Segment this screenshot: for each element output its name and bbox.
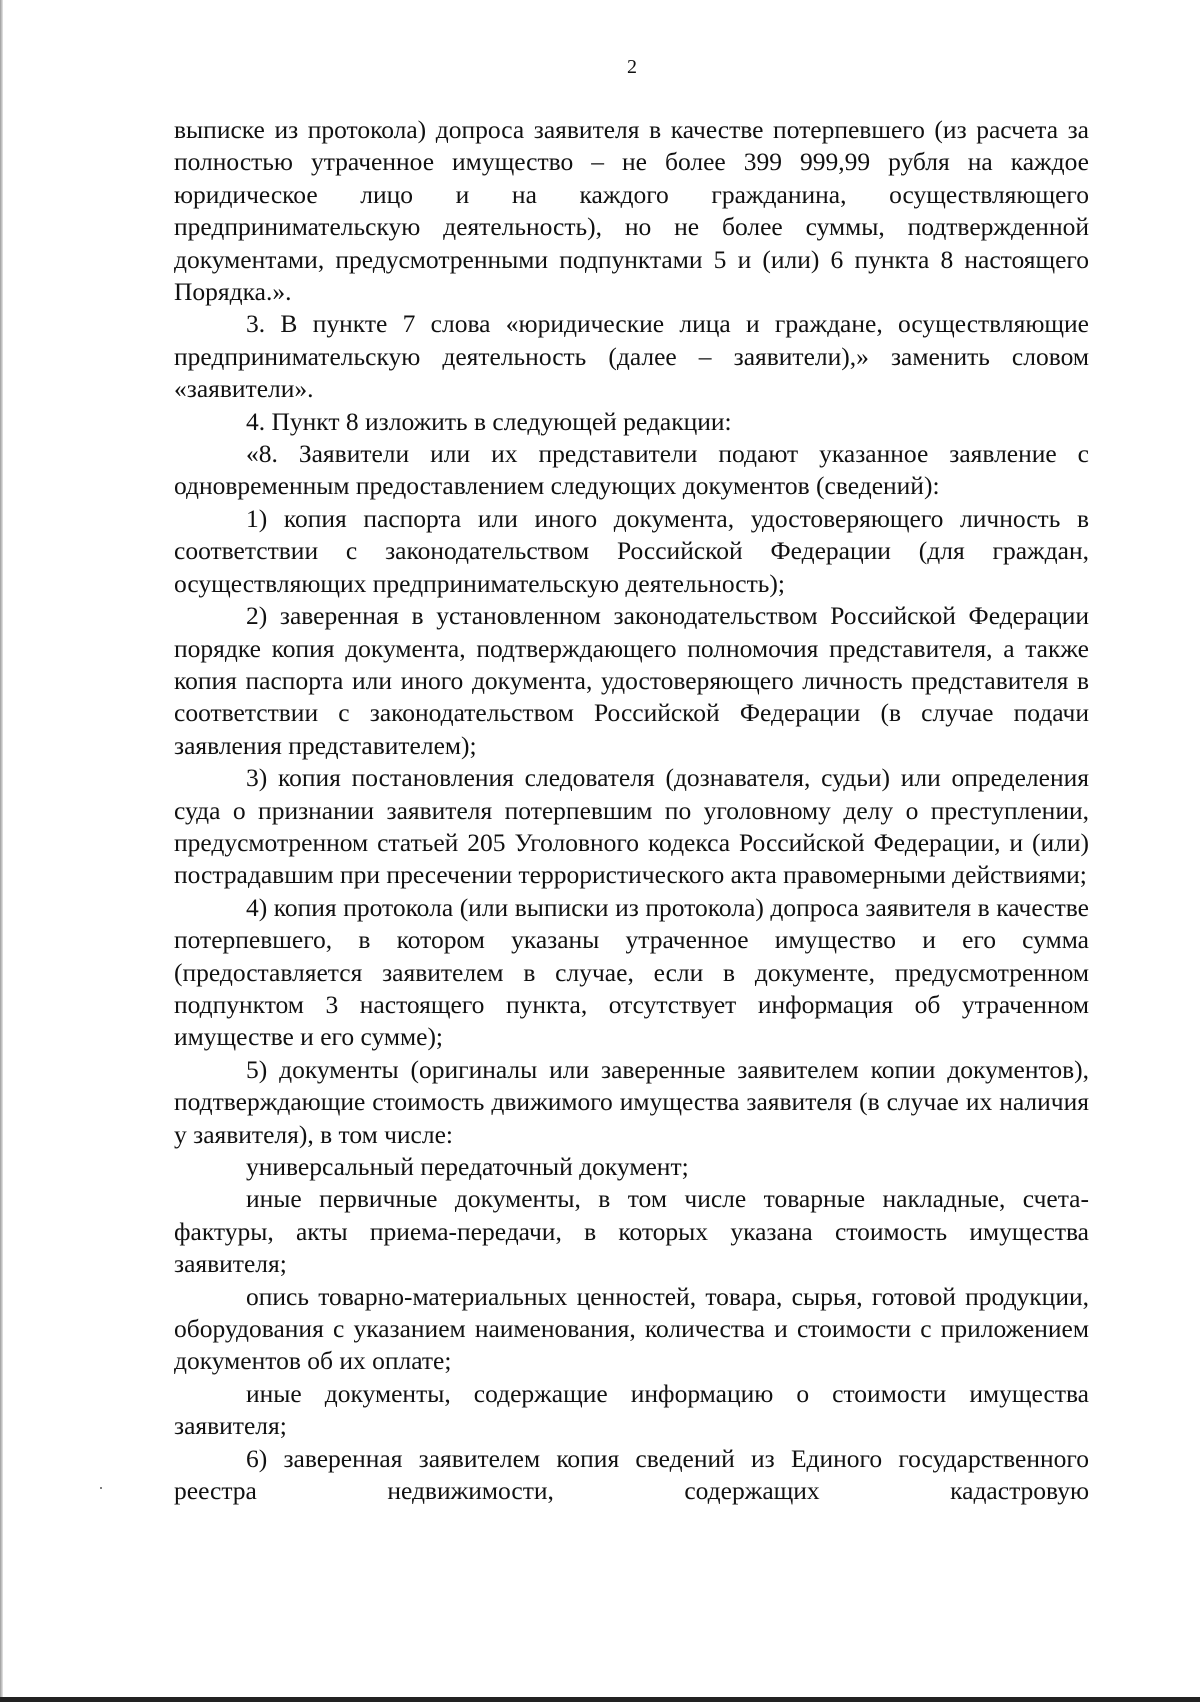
paragraph-item-4: 4. Пункт 8 изложить в следующей редакции: [246,406,732,436]
scan-bottom-edge [0,1697,1200,1702]
paragraph-subitem-5: 5) документы (оригиналы или заверенные заявителем копии документов), подтверждающие стоимость движимого имущества заявителя (в случае их наличия у заявителя), в том числе: [174,1054,1089,1149]
paragraph-subitem-3: 3) копия постановления следователя (дознавателя, судьи) или определения суда о признании заявителя потерпевшим по уголовному делу о преступлении, предусмотренном статьей 205 Уголовного кодекса Российской Федерации, и (или) пострадавшим при пресечении террористического акта правомерными действиями; [174,763,1089,890]
paragraph-point-8: «8. Заявители или их представители подают указанное заявление с одновременным предоставлением следующих документов (сведений): [174,439,1089,501]
page-number: 2 [627,56,637,78]
document-body [174,114,1089,1507]
paragraph-subitem-2: 2) заверенная в установленном законодательством Российской Федерации порядке копия документа, подтверждающего полномочия представителя, а также копия паспорта или иного документа, удостоверяющего личность представителя в соответствии с законодательством Российской Федерации (в случае подачи заявления представителем); [174,601,1089,760]
scan-speck [100,1487,102,1489]
paragraph-list-other-docs: иные документы, содержащие информацию о стоимости имущества заявителя; [174,1378,1089,1441]
paragraph-subitem-6: 6) заверенная заявителем копия сведений из Единого государственного реестра недвижимости, содержащих кадастровую [174,1443,1089,1506]
paragraph-continuation: выписке из протокола) допроса заявителя в качестве потерпевшего (из расчета за полностью утраченное имущество – не более 399 999,99 рубля на каждое юридическое лицо и на каждого гражданина, осуществляющего предпринимательскую деятельность), но не более суммы, подтвержденной документами, предусмотренными подпунктами 5 и (или) 6 пункта 8 настоящего Порядка.». [174,115,1089,307]
paragraph-list-inventory: опись товарно-материальных ценностей, товара, сырья, готовой продукции, оборудования с указанием наименования, количества и стоимости с приложением документов об их оплате; [174,1281,1089,1376]
paragraph-subitem-1: 1) копия паспорта или иного документа, удостоверяющего личность в соответствии с законодательством Российской Федерации (для граждан, осуществляющих предпринимательскую деятельность); [174,503,1089,598]
paragraph-list-primary-docs: иные первичные документы, в том числе товарные накладные, счета-фактуры, акты приема-передачи, в которых указана стоимость имущества заявителя; [174,1184,1089,1279]
paragraph-subitem-4: 4) копия протокола (или выписки из протокола) допроса заявителя в качестве потерпевшего, в котором указаны утраченное имущество и его сумма (предоставляется заявителем в случае, если в документе, предусмотренном подпунктом 3 настоящего пункта, отсутствует информация об утраченном имуществе и его сумме); [174,892,1089,1052]
scan-left-edge [0,0,3,1702]
paragraph-item-3: 3. В пункте 7 слова «юридические лица и граждане, осуществляющие предпринимательскую деятельность (далее – заявители),» заменить словом «заявители». [174,309,1089,404]
paragraph-list-upd: универсальный передаточный документ; [246,1152,689,1181]
